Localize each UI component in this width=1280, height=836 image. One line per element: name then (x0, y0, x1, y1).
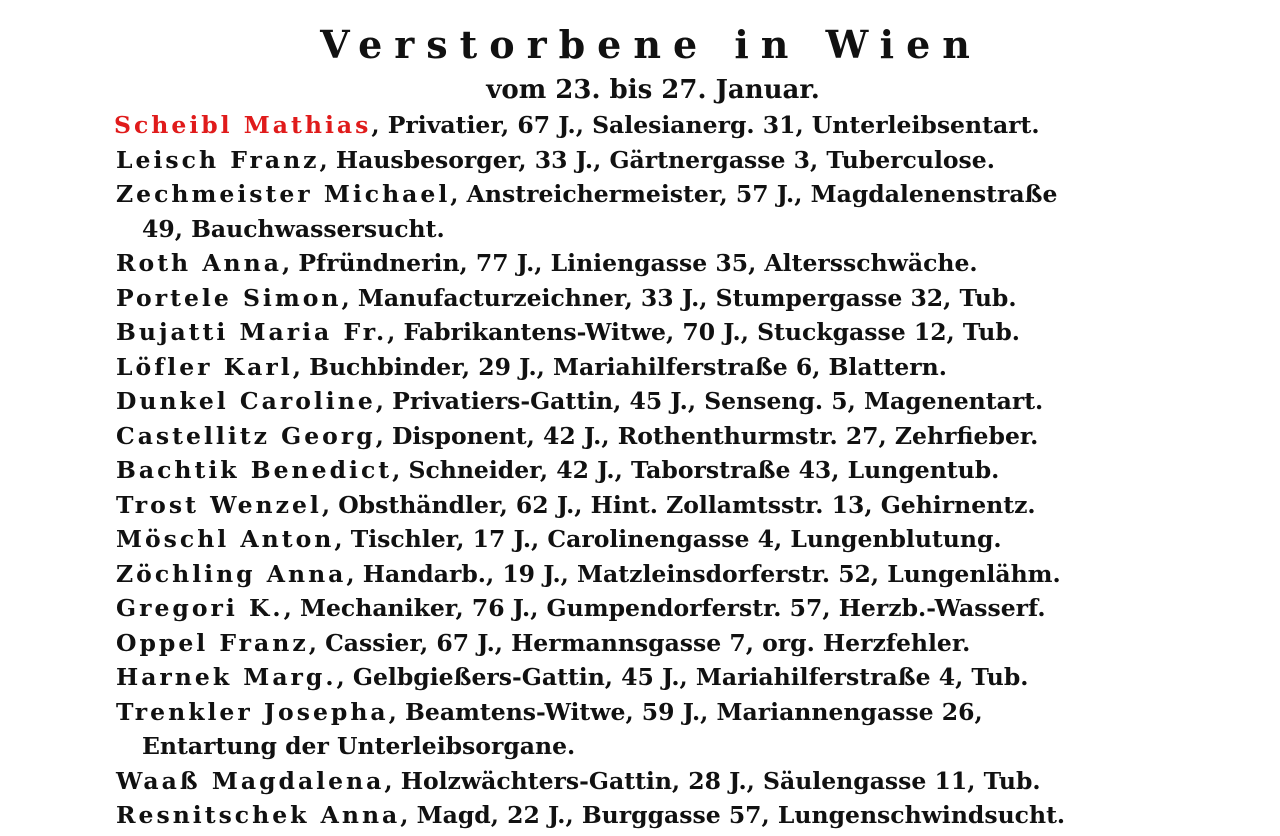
deceased-name: Oppel Franz (116, 628, 309, 657)
entry-details: , Hausbesorger, 33 J., Gärtnergasse 3, Tuberculose. (319, 145, 995, 174)
deceased-name: Roth Anna (116, 249, 282, 277)
entry-first-line (108, 384, 1168, 419)
deceased-name: Castellitz Georg (116, 421, 376, 450)
death-notice-entry (108, 315, 1168, 350)
death-notice-entry (108, 384, 1168, 419)
entry-continuation: 49, Bauchwassersucht. (142, 214, 445, 243)
entry-details: , Beamtens-Witwe, 59 J., Mariannengasse 26, (388, 697, 983, 726)
deceased-name: Gregori K. (116, 594, 284, 622)
death-notice-entry (108, 626, 1168, 661)
entry-first-line (108, 108, 1168, 143)
page-title: Verstorbene in Wien (320, 22, 982, 67)
entry-first-line (108, 626, 1168, 661)
death-notice-entry (108, 281, 1168, 316)
deceased-name: Bachtik Benedict (116, 456, 393, 484)
deceased-name: Scheibl Mathias (114, 111, 372, 139)
death-notice-entry (108, 488, 1168, 523)
entry-details: , Magd, 22 J., Burggasse 57, Lungenschwindsucht. (400, 801, 1066, 829)
entry-details: , Mechaniker, 76 J., Gumpendorferstr. 57, Herzb.-Wasserf. (283, 594, 1046, 622)
entry-first-line (108, 350, 1168, 385)
deceased-name: Harnek Marg. (116, 663, 337, 691)
entry-details: , Disponent, 42 J., Rothenthurmstr. 27, Zehrfieber. (375, 421, 1039, 450)
death-notice-entry (108, 798, 1168, 833)
death-notice-list (108, 108, 1168, 833)
death-notice-entry (108, 695, 1168, 764)
death-notice-entry (108, 108, 1168, 143)
deceased-name: Resnitschek Anna (116, 801, 401, 829)
entry-details: , Anstreichermeister, 57 J., Magdalenenstraße (450, 180, 1058, 208)
entry-details: , Privatier, 67 J., Salesianerg. 31, Unterleibsentart. (371, 111, 1040, 139)
death-notice-entry (108, 143, 1168, 178)
deceased-name: Löfler Karl (116, 352, 293, 381)
entry-first-line (108, 419, 1168, 454)
entry-first-line (108, 591, 1168, 626)
entry-details: , Holzwächters-Gattin, 28 J., Säulengasse 11, Tub. (384, 766, 1041, 795)
entry-first-line (108, 281, 1168, 316)
entry-details: , Obsthändler, 62 J., Hint. Zollamtsstr. 13, Gehirnentz. (321, 490, 1036, 519)
newspaper-clipping (108, 18, 1168, 828)
deceased-name: Trost Wenzel (116, 490, 322, 519)
deceased-name: Portele Simon (116, 283, 342, 312)
death-notice-entry (108, 453, 1168, 488)
page-subtitle: vom 23. bis 27. Januar. (486, 75, 820, 105)
entry-first-line (108, 660, 1168, 695)
entry-details: , Buchbinder, 29 J., Mariahilferstraße 6, Blattern. (292, 352, 947, 381)
entry-first-line (108, 488, 1168, 523)
death-notice-entry (108, 350, 1168, 385)
entry-details: , Privatiers-Gattin, 45 J., Senseng. 5, Magenentart. (375, 387, 1044, 415)
entry-details: , Fabrikantens-Witwe, 70 J., Stuckgasse 12, Tub. (387, 318, 1020, 346)
deceased-name: Trenkler Josepha (116, 697, 389, 726)
entry-first-line (108, 143, 1168, 178)
deceased-name: Möschl Anton (116, 525, 335, 553)
entry-continuation: Entartung der Unterleibsorgane. (142, 732, 576, 760)
death-notice-entry (108, 522, 1168, 557)
entry-details: , Manufacturzeichner, 33 J., Stumpergasse 32, Tub. (341, 283, 1017, 312)
death-notice-entry (108, 419, 1168, 454)
deceased-name: Leisch Franz (116, 145, 320, 174)
entry-first-line (108, 453, 1168, 488)
entry-details: , Schneider, 42 J., Taborstraße 43, Lungentub. (392, 456, 1000, 484)
entry-first-line (108, 557, 1168, 592)
entry-details: , Gelbgießers-Gattin, 45 J., Mariahilferstraße 4, Tub. (336, 663, 1029, 691)
death-notice-entry (108, 557, 1168, 592)
entry-first-line (108, 798, 1168, 833)
death-notice-entry (108, 177, 1168, 246)
deceased-name: Waaß Magdalena (116, 766, 385, 795)
entry-first-line (108, 246, 1168, 281)
entry-first-line (108, 522, 1168, 557)
death-notice-entry (108, 591, 1168, 626)
death-notice-entry (108, 660, 1168, 695)
deceased-name: Zechmeister Michael (116, 180, 451, 208)
death-notice-entry (108, 246, 1168, 281)
entry-first-line (108, 315, 1168, 350)
deceased-name: Zöchling Anna (116, 559, 347, 588)
entry-first-line (108, 764, 1168, 799)
entry-details: , Cassier, 67 J., Hermannsgasse 7, org. Herzfehler. (308, 628, 971, 657)
deceased-name: Dunkel Caroline (116, 387, 376, 415)
death-notice-entry (108, 764, 1168, 799)
entry-details: , Pfründnerin, 77 J., Liniengasse 35, Altersschwäche. (281, 249, 978, 277)
deceased-name: Bujatti Maria Fr. (116, 318, 388, 346)
entry-details: , Tischler, 17 J., Carolinengasse 4, Lungenblutung. (334, 525, 1002, 553)
entry-details: , Handarb., 19 J., Matzleinsdorferstr. 52, Lungenlähm. (346, 559, 1061, 588)
entry-first-line (108, 177, 1168, 212)
entry-first-line (108, 695, 1168, 730)
